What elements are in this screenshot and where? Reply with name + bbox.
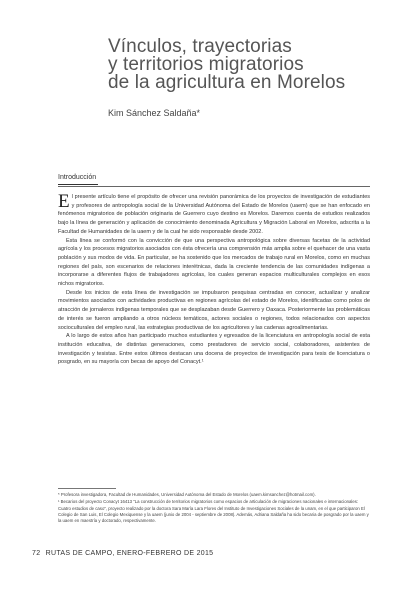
paragraph-1 [58, 193, 370, 237]
section-divider-accent [58, 184, 98, 185]
paragraph-4: A lo largo de estos años han participado muchos estudiantes y egresados de la licenciatura en antropología social de esta institución educativa, de distintas generaciones, como prestadores de servicio social, colaboradores, asistentes de investigación y tesistas. Entre estos últimos destacan una docena de proyectos de investigación para tesis de licenciatura o posgrado, en su mayoría con becas de apoyo del Conacyt.¹ [58, 333, 370, 366]
title-line-2: y territorios migratorios [108, 54, 304, 75]
section-heading: Introducción [58, 174, 97, 181]
page-number: 72 [32, 550, 41, 557]
section-divider [58, 186, 370, 187]
footnote-author: * Profesora investigadora, Facultad de Humanidades, Universidad Autónoma del Estado de Morelos (uaem.kimsanchez@hotmail.com). [58, 492, 316, 497]
title-line-3: de la agricultura en Morelos [108, 72, 346, 93]
drop-cap: E [58, 191, 70, 212]
page-footer [32, 550, 213, 557]
paragraph-3: Desde los inicios de esta línea de investigación se impulsaron pesquisas centradas en conocer, actualizar y analizar movimientos asociados con actividades productivas en regiones agrícolas del estado de Morelos, identificadas como polos de atracción de jornaleros indígenas temporales que se desplazaban desde Guerrero y Oaxaca. Posteriormente las problemáticas de interés se fueron ampliando a otros núcleos temáticos, actores sociales o regiones, todos relacionados con aspectos socioculturales del empleo rural, las estrategias productivas de los agricultores y las cadenas agroalimentarias. [58, 289, 370, 331]
article-body [58, 193, 370, 367]
article-title [108, 38, 388, 92]
running-title: RUTAS DE CAMPO, ENERO-FEBRERO DE 2015 [45, 550, 214, 557]
author-name: Kim Sánchez Saldaña* [108, 108, 201, 118]
footnotes [58, 492, 370, 525]
footnote-divider [58, 488, 116, 489]
paragraph-1-text: l presente artículo tiene el propósito de ofrecer una revisión panorámica de los proyectos de investigación de estudiantes y profesores de antropología social de la Universidad Autónoma del Estado de Morelos (uaem) que se han enfocado en fenómenos migratorios de población originaria de Guerrero cuyo destino es Morelos. Daremos cuenta de estudios realizados bajo la línea de generación y aplicación de conocimiento denominada Agricultura y Migración Laboral en Morelos, adscrita a la Facultad de Humanidades de la uaem y de la cual he sido responsable desde 2002. [58, 194, 370, 235]
paragraph-2: Esta línea se conformó con la convicción de que una perspectiva antropológica sobre diversas facetas de la actividad agrícola y los procesos migratorios asociados con ésta ofrecería una comprensión más amplia sobre el quehacer de una vasta población y sus modos de vida. En particular, se ha sostenido que los mercados de trabajo rural en Morelos, como en muchas regiones del país, son escenarios de relaciones interétnicas, dada la creciente tendencia de las comunidades indígenas a incorporarse a diferentes flujos de trabajadores agrícolas, los cuales generan espacios multiculturales complejos en esos nichos migratorios. [58, 237, 370, 288]
title-line-1: Vínculos, trayectorias [108, 36, 292, 57]
footnote-1: ¹ Becarios del proyecto Conacyt 16413 "La construcción de territorios migratorios como espacios de articulación de migraciones nacionales e internacionales: Cuatro estudios de caso", proyecto realizado por la doctora Sara María Lara Flores del Instituto de Investigaciones Sociales de la unam, en el que participaron El Colegio de San Luis, El Colegio Mexiquense y la uaem (junio de 2004 - septiembre de 2008). Además, Adriana Saldaña ha sido becaria de posgrado por la uaem y la uaem en maestría y doctorado, respectivamente. [58, 499, 369, 524]
